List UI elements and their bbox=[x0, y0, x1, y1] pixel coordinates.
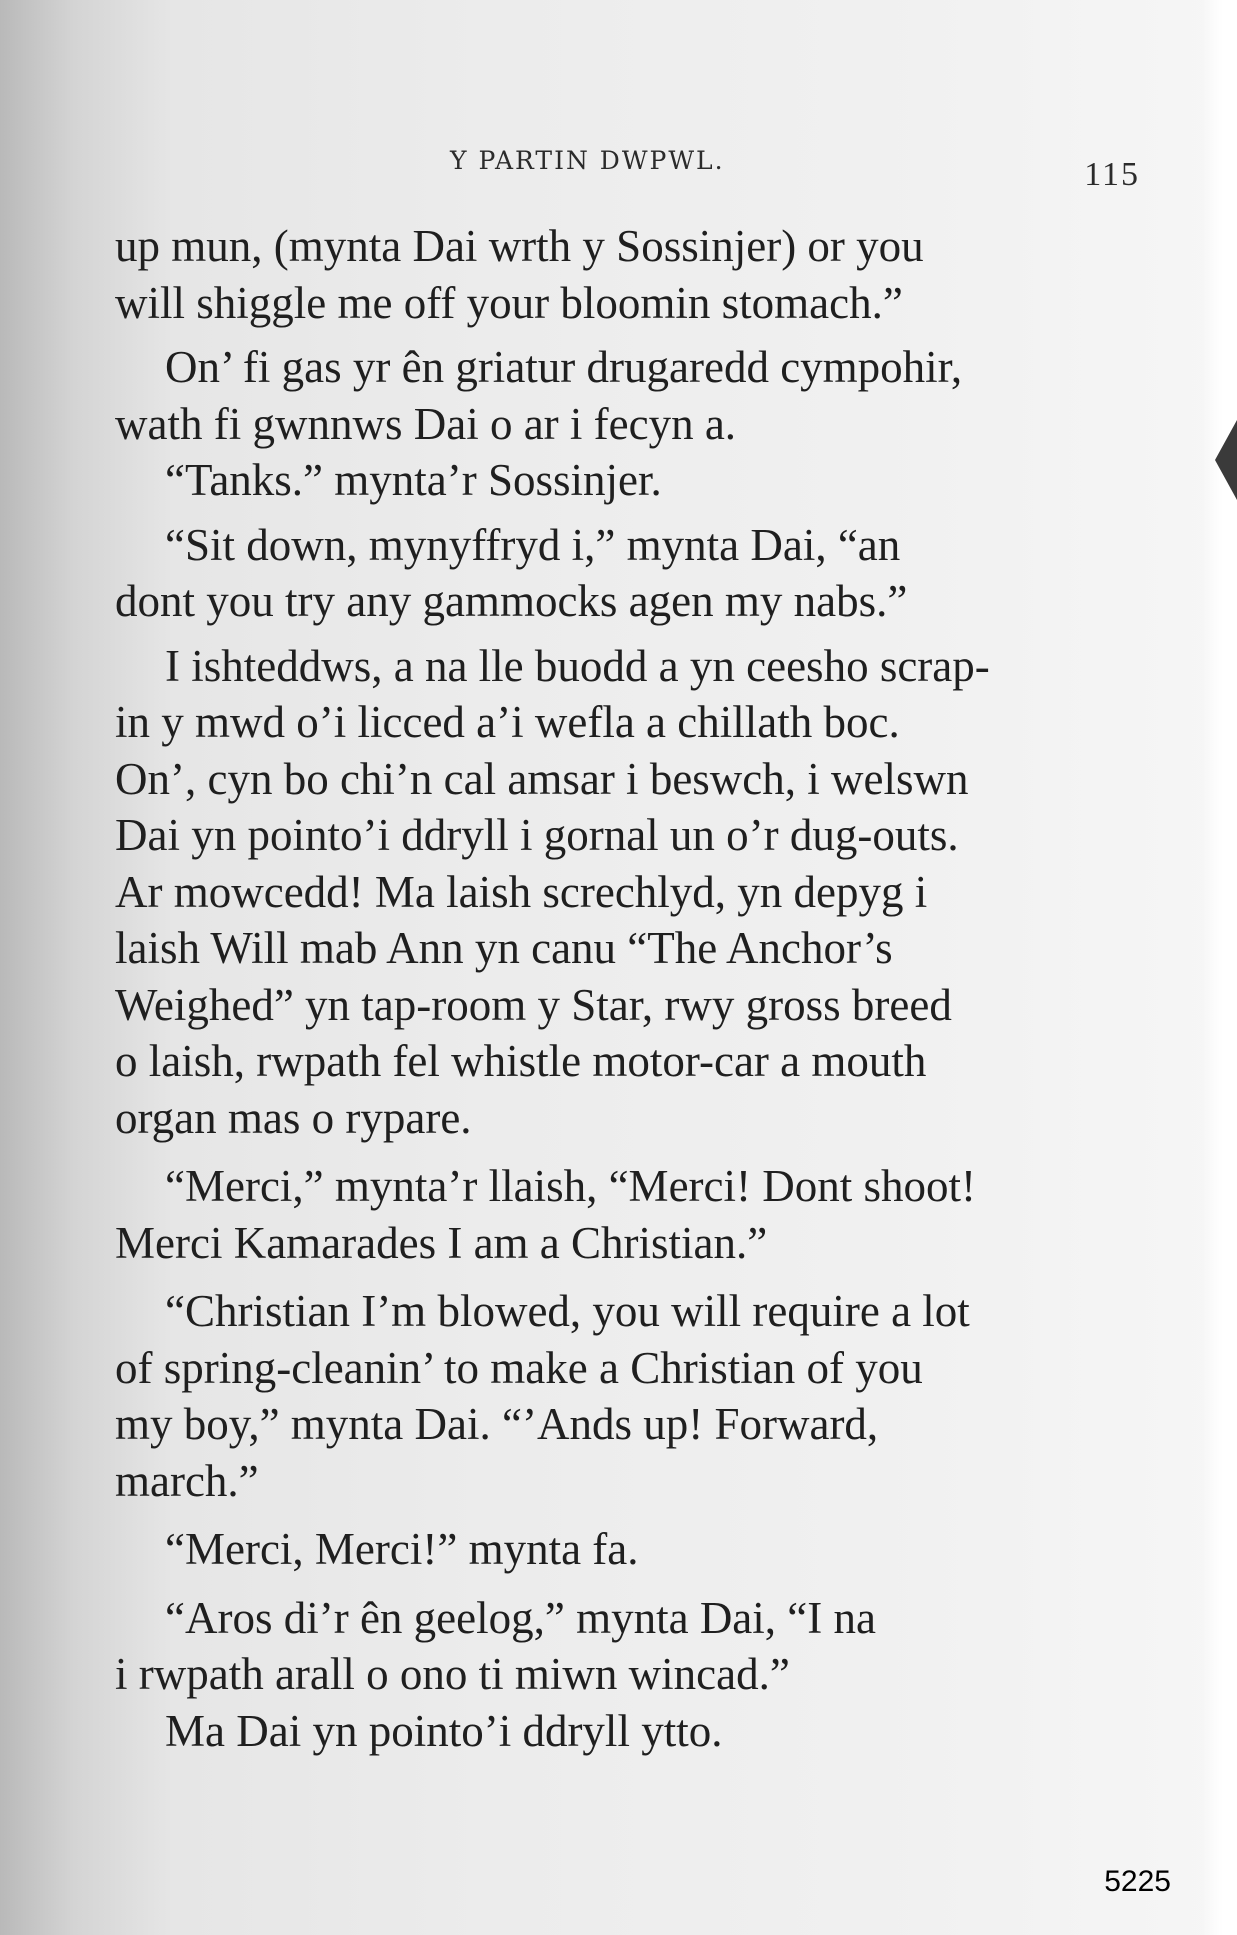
page-header bbox=[120, 140, 1140, 200]
text-line: organ mas o rypare. bbox=[115, 1092, 472, 1143]
text-line: Ar mowcedd! Ma laish screchlyd, yn depyg i bbox=[115, 866, 928, 917]
text-line: Dai yn pointo’i ddryll i gornal un o’r dug-outs. bbox=[115, 810, 959, 860]
text-line: laish Will mab Ann yn canu “The Anchor’s bbox=[115, 923, 893, 973]
body-text bbox=[115, 218, 1155, 1759]
text-line: in y mwd o’i licced a’i wefla a chillath boc. bbox=[115, 697, 900, 747]
text-line: “Merci,” mynta’r llaish, “Merci! Dont shoot! bbox=[165, 1161, 976, 1211]
text-line: Weighed” yn tap-room y Star, rwy gross breed bbox=[115, 979, 952, 1030]
text-line: march.” bbox=[115, 1455, 259, 1506]
text-line: “Aros di’r ên geelog,” mynta Dai, “I na bbox=[165, 1592, 876, 1643]
text-line: wath fi gwnnws Dai o ar i fecyn a. bbox=[115, 398, 737, 449]
text-line: i rwpath arall o ono ti miwn wincad.” bbox=[115, 1649, 790, 1699]
text-line: “Sit down, mynyffryd i,” mynta Dai, “an bbox=[165, 519, 901, 570]
text-line: my boy,” mynta Dai. “’Ands up! Forward, bbox=[115, 1399, 879, 1449]
scan-id-label: 5225 bbox=[1104, 1865, 1171, 1898]
text-line: “Christian I’m blowed, you will require a lot bbox=[165, 1286, 970, 1336]
page-edge bbox=[1201, 0, 1237, 1935]
running-head: Y PARTIN DWPWL. bbox=[450, 146, 725, 175]
text-line: On’, cyn bo chi’n cal amsar i beswch, i welswn bbox=[115, 753, 969, 804]
text-line: will shiggle me off your bloomin stomach.” bbox=[115, 277, 903, 328]
text-line: “Tanks.” mynta’r Sossinjer. bbox=[165, 455, 662, 505]
text-line: dont you try any gammocks agen my nabs.” bbox=[115, 576, 908, 626]
text-line: On’ fi gas yr ên griatur drugaredd cympohir, bbox=[165, 342, 963, 392]
text-line: of spring-cleanin’ to make a Christian of you bbox=[115, 1342, 923, 1393]
text-line: Ma Dai yn pointo’i ddryll ytto. bbox=[165, 1705, 723, 1756]
page-edge-mark bbox=[1215, 420, 1237, 500]
text-line: up mun, (mynta Dai wrth y Sossinjer) or you bbox=[115, 221, 924, 271]
text-line: Merci Kamarades I am a Christian.” bbox=[115, 1217, 768, 1268]
text-line: o laish, rwpath fel whistle motor-car a mouth bbox=[115, 1036, 927, 1086]
page-number: 115 bbox=[1084, 156, 1140, 193]
text-line: “Merci, Merci!” mynta fa. bbox=[165, 1524, 639, 1574]
text-line: I ishteddws, a na lle buodd a yn ceesho scrap- bbox=[165, 640, 990, 691]
